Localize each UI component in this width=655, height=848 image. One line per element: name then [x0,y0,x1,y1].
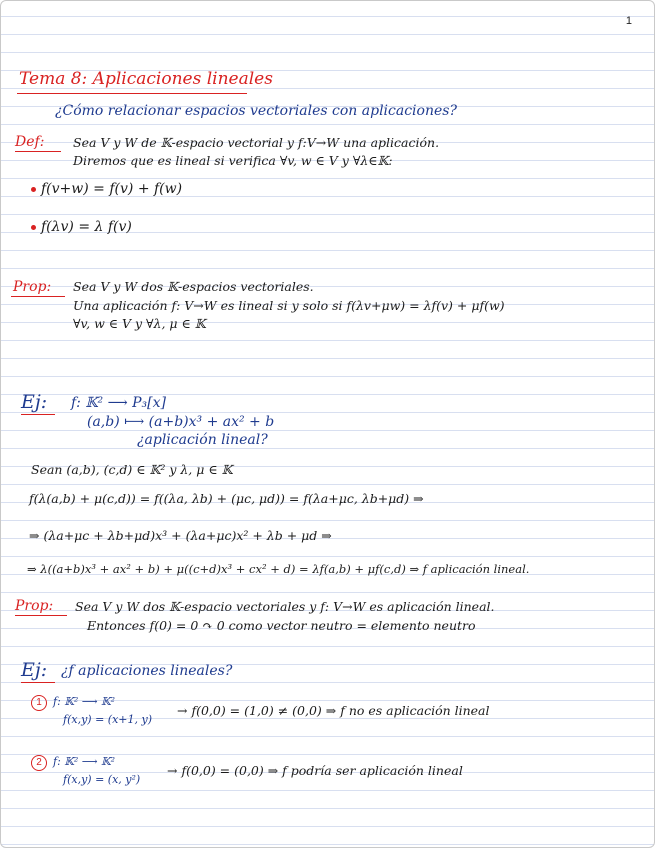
ej1-map-line-2: (a,b) ⟼ (a+b)x³ + ax² + b [87,414,275,430]
item-2-result: → f(0,0) = (0,0) ⇒ f podría ser aplicación lineal [167,763,463,778]
item-2-number: 2 [31,755,47,771]
prop1-underline [11,296,65,297]
item-2-rule: f(x,y) = (x, y²) [63,773,141,786]
def-underline [15,151,61,152]
prop2-label: Prop: [15,598,54,614]
ej1-label: Ej: [21,391,48,413]
prop2-line-1: Sea V y W dos 𝕂-espacio vectoriales y f: V→W es aplicación lineal. [75,599,495,614]
bullet-dot [31,225,36,230]
prop1-line-3: ∀v, w ∈ V y ∀λ, μ ∈ 𝕂 [73,316,206,331]
def-line-2: Diremos que es lineal si verifica ∀v, w ∈ V y ∀λ∈𝕂: [73,153,393,168]
ej1-map-line-1: f: 𝕂² ⟶ P₃[x] [71,395,166,411]
prop1-line-2: Una aplicación f: V→W es lineal si y solo si f(λv+μw) = λf(v) + μf(w) [73,298,505,313]
item-2-map: f: 𝕂² ⟶ 𝕂² [53,755,115,768]
ej1-step-4: ⇒ λ((a+b)x³ + ax² + b) + μ((c+d)x³ + cx² + d) = λf(a,b) + μf(c,d) ⇒ f aplicación lineal. [27,562,530,576]
item-1-number: 1 [31,695,47,711]
item-1-map: f: 𝕂² ⟶ 𝕂² [53,695,115,708]
prop2-line-2: Entonces f(0) = 0 ↷ 0 como vector neutro = elemento neutro [87,618,476,633]
item-1-result: → f(0,0) = (1,0) ≠ (0,0) ⇒ f no es aplicación lineal [177,703,490,718]
prop1-label: Prop: [13,279,52,295]
ej1-step-2: f(λ(a,b) + μ(c,d)) = f((λa, λb) + (μc, μd)) = f(λa+μc, λb+μd) ⇒ [29,491,424,506]
ej2-question: ¿f aplicaciones lineales? [61,663,233,679]
prop1-line-1: Sea V y W dos 𝕂-espacios vectoriales. [73,279,314,294]
ej1-underline [21,414,55,415]
ej1-step-3: ⇒ (λa+μc + λb+μd)x³ + (λa+μc)x² + λb + μd ⇒ [29,528,332,543]
prop2-underline [15,615,67,616]
ej1-question: ¿aplicación lineal? [137,432,268,448]
item-1-rule: f(x,y) = (x+1, y) [63,713,152,726]
ej2-underline [21,682,55,683]
page-number: 1 [625,15,632,27]
def-line-1: Sea V y W de 𝕂-espacio vectorial y f:V→W una aplicación. [73,135,440,150]
page-title: Tema 8: Aplicaciones lineales [19,69,273,89]
intro-question: ¿Cómo relacionar espacios vectoriales con aplicaciones? [55,103,457,119]
def-label: Def: [15,134,45,150]
ej2-label: Ej: [21,659,48,681]
ej1-step-1: Sean (a,b), (c,d) ∈ 𝕂² y λ, μ ∈ 𝕂 [31,462,233,477]
title-underline [17,93,247,94]
bullet-dot [31,187,36,192]
def-bullet-additivity: f(v+w) = f(v) + f(w) [41,181,183,197]
def-bullet-homogeneity: f(λv) = λ f(v) [41,219,132,235]
